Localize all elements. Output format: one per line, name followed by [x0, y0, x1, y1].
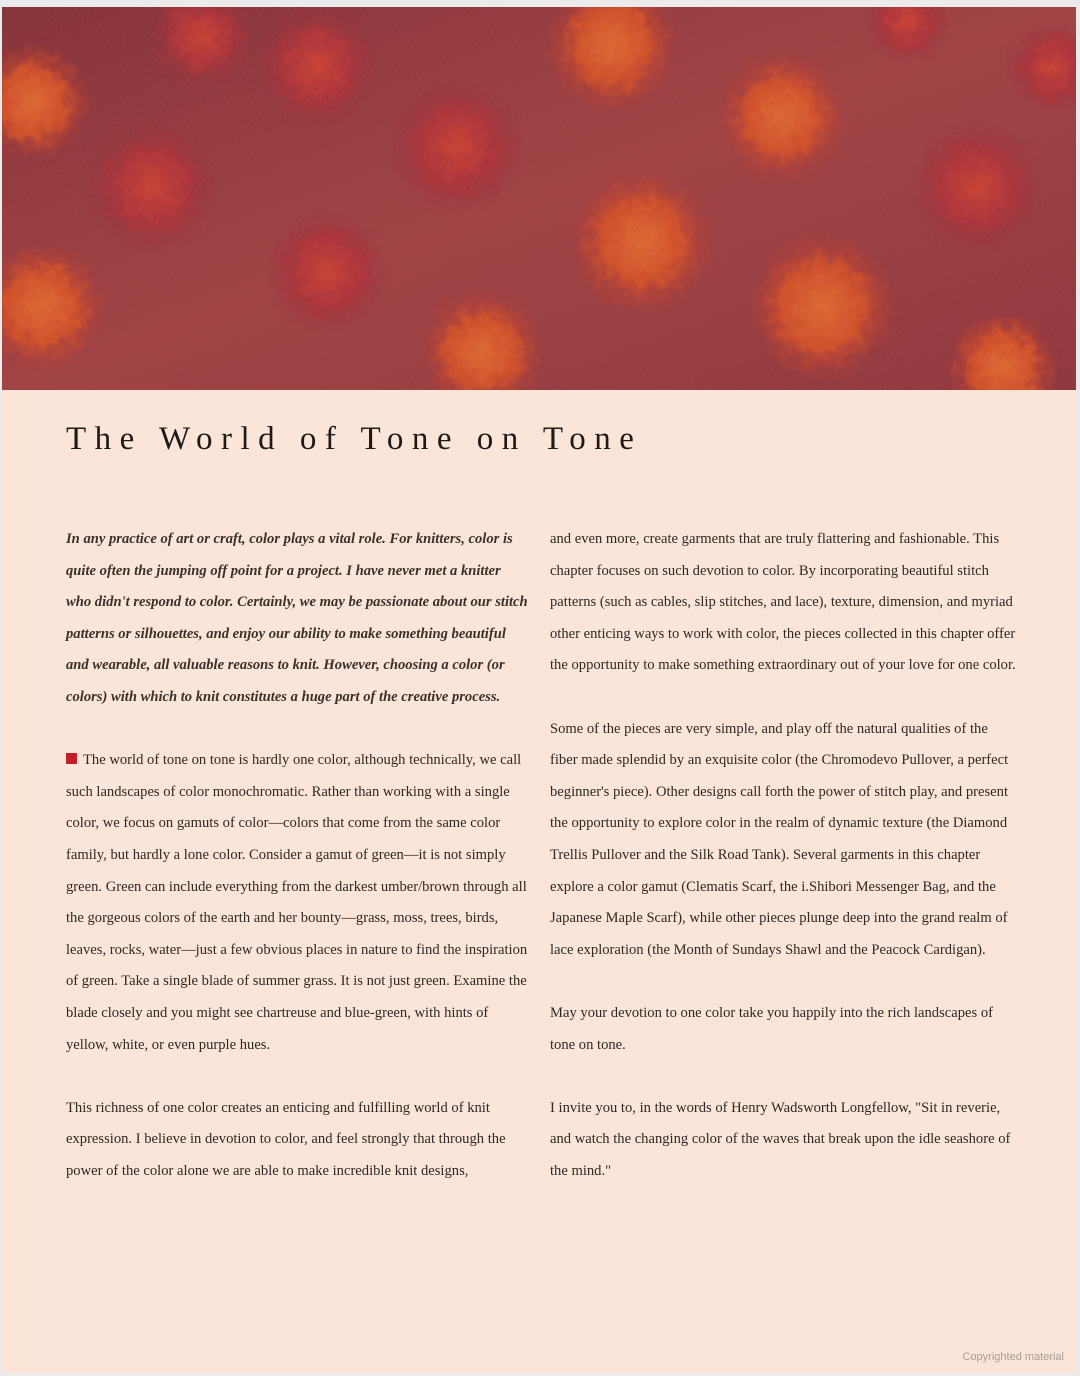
right-column: [550, 524, 1018, 1219]
red-square-marker-icon: [66, 753, 77, 764]
body-paragraph: May your devotion to one color take you happily into the rich landscapes of tone on tone.: [550, 1004, 993, 1053]
fabric-photo-illustration: [2, 7, 1076, 390]
hero-fabric-image: [2, 7, 1076, 390]
body-paragraph: [66, 745, 528, 1061]
copyright-notice: Copyrighted material: [962, 1351, 1064, 1363]
body-paragraph: and even more, create garments that are truly flattering and fashionable. This chapter focuses on such devotion to color. By incorporating beautiful stitch patterns (such as cables, slip stitches, and lace), texture, dimension, and myriad other enticing ways to work with color, the pieces collected in this chapter offer the opportunity to make something extraordinary out of your love for one color.: [550, 531, 1016, 674]
book-page: [2, 7, 1076, 1373]
body-paragraph: Some of the pieces are very simple, and play off the natural qualities of the fiber made splendid by an exquisite color (the Chromodevo Pullover, a perfect beginner's piece). Other designs call forth the power of stitch play, and present the opportunity to explore color in the realm of dynamic texture (the Diamond Trellis Pullover and the Silk Road Tank). Several garments in this chapter explore a color gamut (Clematis Scarf, the i.Shibori Messenger Bag, and the Japanese Maple Scarf), while other pieces plunge deep into the grand realm of lace exploration (the Month of Sundays Shawl and the Peacock Cardigan).: [550, 720, 1009, 958]
body-paragraph: I invite you to, in the words of Henry Wadsworth Longfellow, "Sit in reverie, and watch the changing color of the waves that break upon the idle seashore of the mind.": [550, 1099, 1011, 1179]
page-title: The World of Tone on Tone: [66, 421, 643, 457]
body-paragraph: This richness of one color creates an enticing and fulfilling world of knit expression. I believe in devotion to color, and feel strongly that through the power of the color alone we are able to make incredible knit designs,: [66, 1099, 506, 1179]
body-paragraph-text: The world of tone on tone is hardly one color, although technically, we call such landscapes of color monochromatic. Rather than working with a single color, we focus on gamuts of color—colors that come from the same color family, but hardly a lone color. Consider a gamut of green—it is not simply green. Green can include everything from the darkest umber/brown through all the gorgeous colors of the earth and her bounty—grass, moss, trees, birds, leaves, rocks, water—just a few obvious places in nature to find the inspiration of green. Take a single blade of summer grass. It is not just green. Examine the blade closely and you might see chartreuse and blue-green, with hints of yellow, white, or even purple hues.: [66, 752, 528, 1053]
intro-paragraph: In any practice of art or craft, color plays a vital role. For knitters, color is quite often the jumping off point for a project. I have never met a knitter who didn't respond to color. Certainly, we may be passionate about our stitch patterns or silhouettes, and enjoy our ability to make something beautiful and wearable, all valuable reasons to knit. However, choosing a color (or colors) with which to knit constitutes a huge part of the creative process.: [66, 531, 528, 705]
left-column: [66, 524, 528, 1219]
